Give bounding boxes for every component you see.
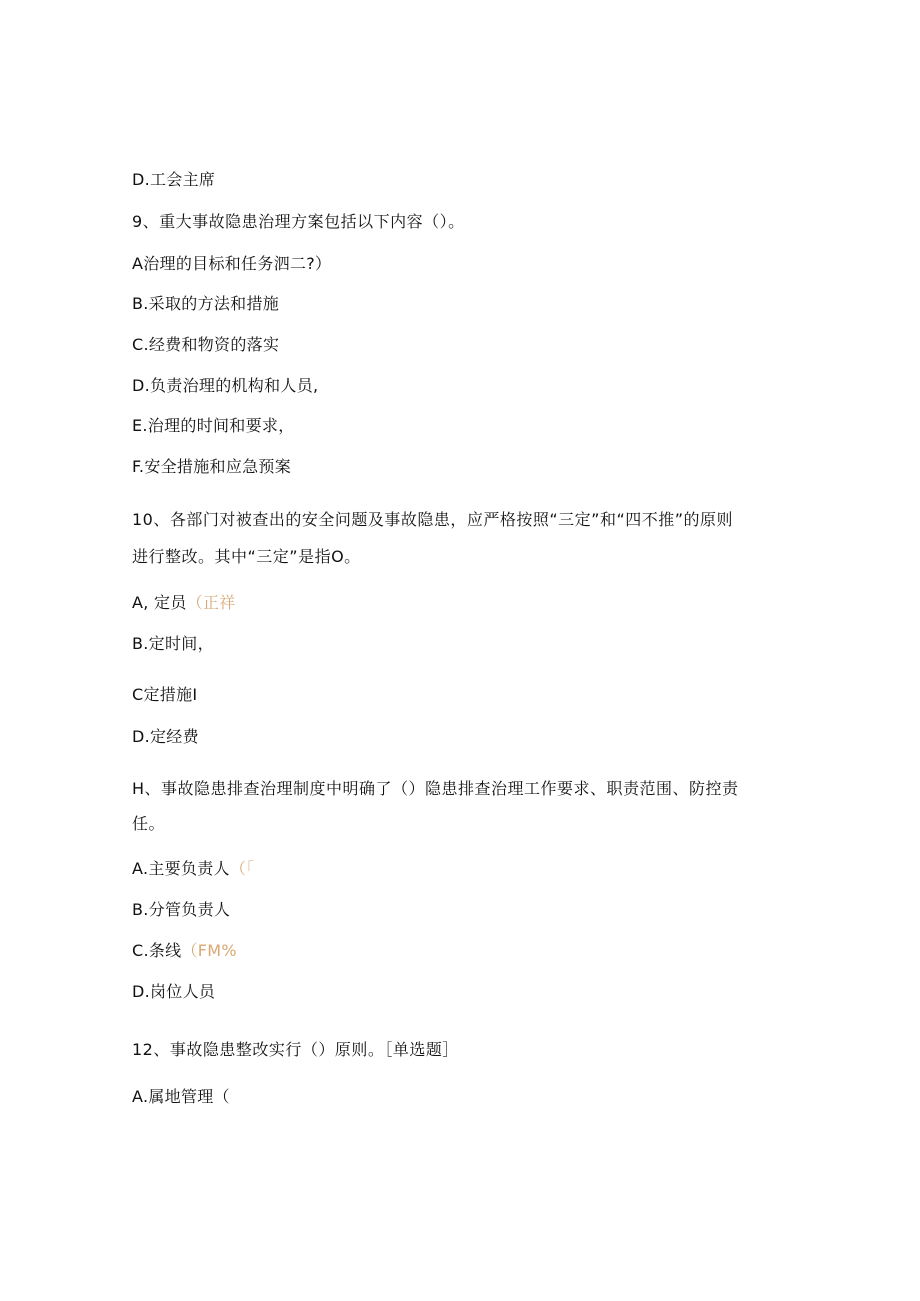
option-b: B.采取的方法和措施 [132, 294, 280, 313]
answer-mark: （正祥 [186, 593, 236, 612]
option-e: E.治理的时间和要求， [132, 416, 295, 435]
answer-mark: （FM% [181, 941, 237, 960]
option-a: A治理的目标和任务泗二?） [132, 254, 332, 273]
option-b: B.分管负责人 [132, 900, 231, 919]
question-10-line-1: 10、各部门对被查出的安全问题及事故隐患，应严格按照“三定”和“四不推”的原则 [132, 510, 734, 529]
option-c [132, 941, 237, 961]
option-text: A, 定员 [132, 593, 187, 612]
option-d-union-chairman: D.工会主席 [132, 170, 216, 189]
option-c: C定措施I [132, 685, 198, 704]
question-10-line-2: 进行整改。其中“三定”是指O。 [132, 547, 361, 566]
option-a [132, 859, 254, 879]
option-d: D.负责治理的机构和人员, [132, 376, 319, 395]
option-a: A.属地管理（ [132, 1087, 230, 1106]
question-11-line-2: 任。 [132, 814, 166, 833]
question-9: 9、重大事故隐患治理方案包括以下内容（）。 [132, 212, 465, 231]
option-text: A.主要负责人 [132, 859, 230, 878]
option-d: D.岗位人员 [132, 982, 216, 1001]
option-d: D.定经费 [132, 727, 199, 746]
question-11-line-1: H、事故隐患排查治理制度中明确了（）隐患排查治理工作要求、职责范围、防控责 [132, 779, 739, 798]
option-a [132, 593, 236, 613]
option-f: F.安全措施和应急预案 [132, 457, 292, 476]
option-b: B.定时间， [132, 634, 214, 653]
question-12: 12、事故隐患整改实行（）原则。［单选题］ [132, 1040, 459, 1059]
option-text: C.条线 [132, 941, 182, 960]
option-c: C.经费和物资的落实 [132, 335, 280, 354]
answer-mark: （「 [229, 859, 255, 878]
